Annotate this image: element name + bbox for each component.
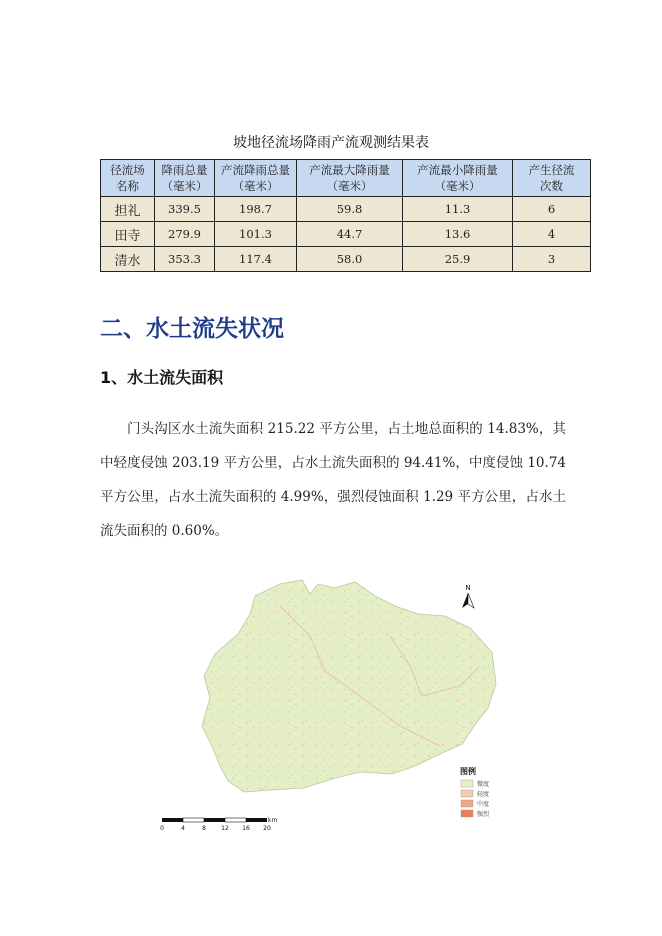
body-paragraph: 门头沟区水土流失面积 215.22 平方公里，占土地总面积的 14.83%，其中轻度侵蚀 203.19 平方公里，占水土流失面积的 94.41%，中度侵蚀 10.74 平方公里，占水土流失面积的 4.99%，强烈侵蚀面积 1.29 平方公里，占水土流失面积的 0.60%。 — [100, 421, 566, 539]
table-cell: 44.7 — [297, 222, 403, 247]
svg-text:0: 0 — [160, 825, 164, 832]
svg-text:20: 20 — [263, 825, 271, 832]
table-cell: 担礼 — [101, 197, 155, 222]
section-heading: 二、水土流失状况 — [100, 316, 284, 342]
col-header-runoff-rainfall-total: 产流降雨总量 （毫米） — [215, 160, 297, 197]
table-cell: 101.3 — [215, 222, 297, 247]
table-cell: 3 — [513, 247, 591, 272]
col-header-station: 径流场 名称 — [101, 160, 155, 197]
svg-text:轻度: 轻度 — [477, 791, 490, 798]
table-row — [101, 222, 591, 247]
table-cell: 清水 — [101, 247, 155, 272]
col-header-min-rainfall: 产流最小降雨量 （毫米） — [403, 160, 513, 197]
col-header-runoff-count: 产生径流 次数 — [513, 160, 591, 197]
runoff-results-table — [100, 159, 591, 272]
table-row — [101, 247, 591, 272]
table-cell: 59.8 — [297, 197, 403, 222]
table-cell: 4 — [513, 222, 591, 247]
svg-text:4: 4 — [181, 825, 185, 832]
table-cell: 279.9 — [155, 222, 215, 247]
table-row — [101, 197, 591, 222]
svg-text:8: 8 — [202, 825, 206, 832]
svg-text:中度: 中度 — [477, 801, 490, 808]
svg-text:12: 12 — [221, 825, 229, 832]
col-header-max-rainfall: 产流最大降雨量 （毫米） — [297, 160, 403, 197]
table-cell: 6 — [513, 197, 591, 222]
table-cell: 198.7 — [215, 197, 297, 222]
table-cell: 117.4 — [215, 247, 297, 272]
svg-text:图例: 图例 — [460, 767, 476, 776]
subsection-heading: 1、水土流失面积 — [100, 368, 224, 387]
scale-bar — [160, 817, 277, 832]
north-arrow-icon — [462, 584, 474, 608]
soil-erosion-map — [160, 576, 510, 836]
table-cell: 339.5 — [155, 197, 215, 222]
svg-text:强烈: 强烈 — [477, 811, 490, 818]
map-legend — [460, 766, 490, 818]
svg-text:微度: 微度 — [477, 781, 490, 788]
col-header-rainfall-total: 降雨总量 （毫米） — [155, 160, 215, 197]
table-header-row — [101, 160, 591, 197]
svg-text:N: N — [465, 584, 471, 592]
table-caption: 坡地径流场降雨产流观测结果表 — [233, 135, 429, 151]
svg-text:km: km — [268, 817, 278, 824]
svg-text:16: 16 — [242, 825, 250, 832]
table-cell: 11.3 — [403, 197, 513, 222]
table-cell: 25.9 — [403, 247, 513, 272]
table-cell: 13.6 — [403, 222, 513, 247]
table-cell: 田寺 — [101, 222, 155, 247]
table-cell: 353.3 — [155, 247, 215, 272]
table-cell: 58.0 — [297, 247, 403, 272]
